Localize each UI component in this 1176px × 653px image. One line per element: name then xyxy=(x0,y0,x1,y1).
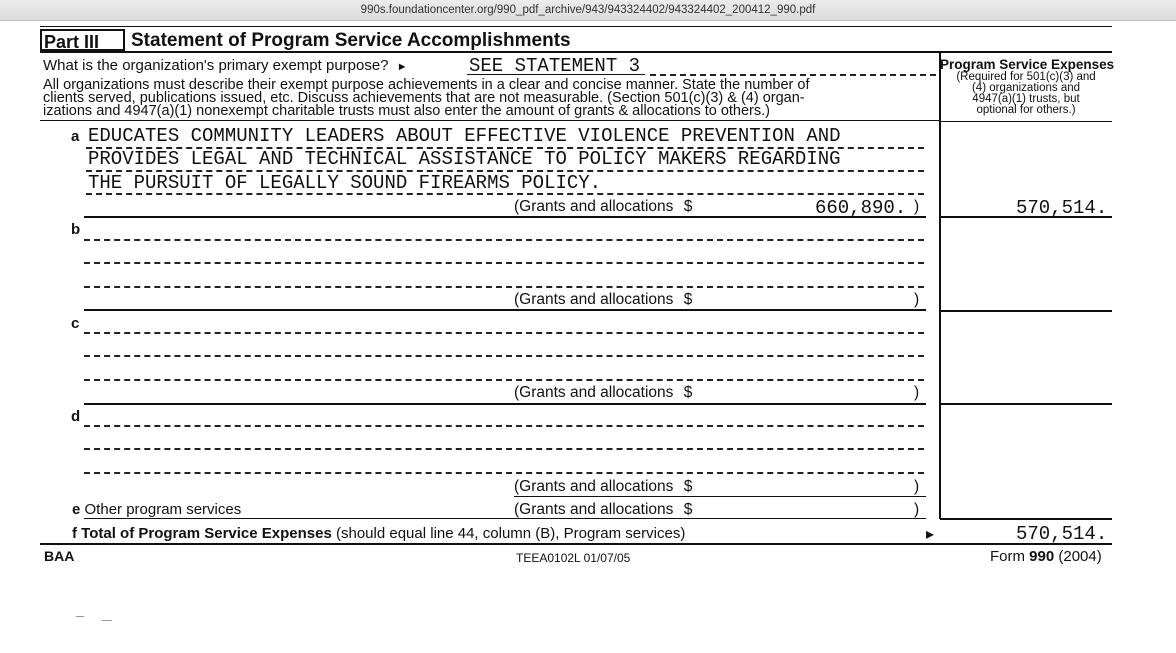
line-a-text-2: PROVIDES LEGAL AND TECHNICAL ASSISTANCE TO POLICY MAKERS REGARDING xyxy=(88,148,841,170)
expenses-header-line-3: 4947(a)(1) trusts, but xyxy=(972,93,1080,105)
expenses-header-line-1: (Required for 501(c)(3) and xyxy=(956,71,1096,83)
arrow-right-icon: ► xyxy=(396,61,408,73)
line-f-arrow-icon: ▸ xyxy=(926,526,935,543)
line-a-text-3: THE PURSUIT OF LEGALLY SOUND FIREARMS POLICY. xyxy=(88,172,602,194)
line-d-bottom-rule xyxy=(514,496,926,497)
top-border-line xyxy=(40,26,1112,27)
footer-baa: BAA xyxy=(44,548,75,564)
footer-form-bold: 990 xyxy=(1029,548,1055,565)
dollar-sign: $ xyxy=(683,198,693,215)
line-a-text-1: EDUCATES COMMUNITY LEADERS ABOUT EFFECTIVE VIOLENCE PREVENTION AND xyxy=(88,125,841,147)
dollar-sign: $ xyxy=(683,501,693,518)
purpose-answer-underline xyxy=(467,74,645,75)
expenses-header-line-4: optional for others.) xyxy=(976,104,1076,116)
footer-form-prefix: Form xyxy=(990,548,1030,565)
line-d-rule-2 xyxy=(84,448,924,450)
part-title: Statement of Program Service Accomplishments xyxy=(131,30,571,51)
line-c-rule-1 xyxy=(84,332,924,334)
line-f-letter: f xyxy=(72,525,77,542)
line-d-grants-label xyxy=(514,478,692,496)
footer-form-number xyxy=(990,548,1102,565)
grants-label-text: (Grants and allocations xyxy=(514,384,674,401)
expenses-header-line-2: (4) organizations and xyxy=(971,82,1081,94)
dollar-sign: $ xyxy=(683,384,693,401)
line-f-label-bold: Total of Program Service Expenses xyxy=(81,525,332,542)
form-bottom-rule xyxy=(40,543,1112,545)
line-b-rule-1 xyxy=(84,239,924,241)
primary-purpose-question xyxy=(43,57,408,74)
line-c-expense-underline xyxy=(940,403,1112,405)
line-a-grants-amount: 660,890. xyxy=(815,197,907,219)
purpose-dashed-line xyxy=(650,74,936,76)
line-c-rule-3 xyxy=(84,379,924,381)
line-a-close-paren: ) xyxy=(914,198,920,215)
line-e-label: Other program services xyxy=(84,501,242,518)
part-header-underline xyxy=(40,51,1112,53)
scan-mark xyxy=(76,616,84,617)
grants-label-text: (Grants and allocations xyxy=(514,501,674,518)
footer-form-suffix: (2004) xyxy=(1054,548,1102,565)
line-f xyxy=(72,525,685,542)
scan-mark xyxy=(102,620,112,621)
expenses-header-underline xyxy=(940,121,1112,122)
dollar-sign: $ xyxy=(683,291,693,308)
line-a-letter: a xyxy=(71,128,80,145)
instructions-line-2: clients served, publications issued, etc. Discuss achievements that are not measurable. (Section 501(c)(3) & (4) organ- xyxy=(43,90,805,106)
line-a-grants-label xyxy=(514,198,692,216)
line-e-letter: e xyxy=(72,501,81,518)
grants-label-text: (Grants and allocations xyxy=(514,478,674,495)
line-c-bottom-rule xyxy=(84,403,926,405)
url-bar[interactable]: 990s.foundationcenter.org/990_pdf_archive/943/943324402/943324402_200412_990.pdf xyxy=(0,0,1176,21)
line-f-label-rest: (should equal line 44, column (B), Program services) xyxy=(336,525,686,542)
line-b-grants-label xyxy=(514,291,692,309)
grants-label-text: (Grants and allocations xyxy=(514,198,674,215)
line-b-rule-2 xyxy=(84,262,924,264)
question-text: What is the organization's primary exempt purpose? xyxy=(43,57,389,74)
line-a-expense-underline xyxy=(940,216,1112,218)
line-c-grants-label xyxy=(514,384,692,402)
line-c-letter: c xyxy=(71,315,80,332)
dollar-sign: $ xyxy=(683,478,693,495)
line-b-close-paren: ) xyxy=(914,291,920,308)
expenses-column-divider xyxy=(939,53,941,519)
line-b-expense-underline xyxy=(940,310,1112,312)
line-a-rule-3 xyxy=(86,193,924,195)
instructions-line-1: All organizations must describe their exempt purpose achievements in a clear and concise manner. State the number of xyxy=(43,77,810,93)
line-b-letter: b xyxy=(71,221,81,238)
line-b-rule-3 xyxy=(84,286,924,288)
line-f-expense: 570,514. xyxy=(1016,523,1108,545)
line-e-underline xyxy=(84,518,926,519)
instructions-line-3: izations and 4947(a)(1) nonexempt charitable trusts must also enter the amount of grants & allocations to others.) xyxy=(43,103,770,119)
grants-label-text: (Grants and allocations xyxy=(514,291,674,308)
line-c-rule-2 xyxy=(84,355,924,357)
line-a-expense: 570,514. xyxy=(1016,197,1108,219)
line-d-rule-3 xyxy=(84,472,924,474)
line-e xyxy=(72,501,241,518)
line-e-expense-underline xyxy=(940,518,1112,520)
line-c-close-paren: ) xyxy=(914,384,920,401)
primary-purpose-answer: SEE STATEMENT 3 xyxy=(469,55,641,77)
line-e-grants-label xyxy=(514,501,692,519)
footer-code: TEEA0102L 01/07/05 xyxy=(516,551,631,565)
line-a-bottom-rule xyxy=(84,216,926,218)
line-d-rule-1 xyxy=(84,425,924,427)
line-b-bottom-rule xyxy=(84,309,926,311)
instructions-underline xyxy=(40,120,940,121)
expenses-header-title: Program Service Expenses xyxy=(940,57,1115,72)
line-e-close-paren: ) xyxy=(914,501,920,518)
line-d-letter: d xyxy=(71,408,81,425)
expenses-header xyxy=(940,57,1115,116)
line-d-close-paren: ) xyxy=(914,478,920,495)
part-label: Part III xyxy=(40,29,125,51)
